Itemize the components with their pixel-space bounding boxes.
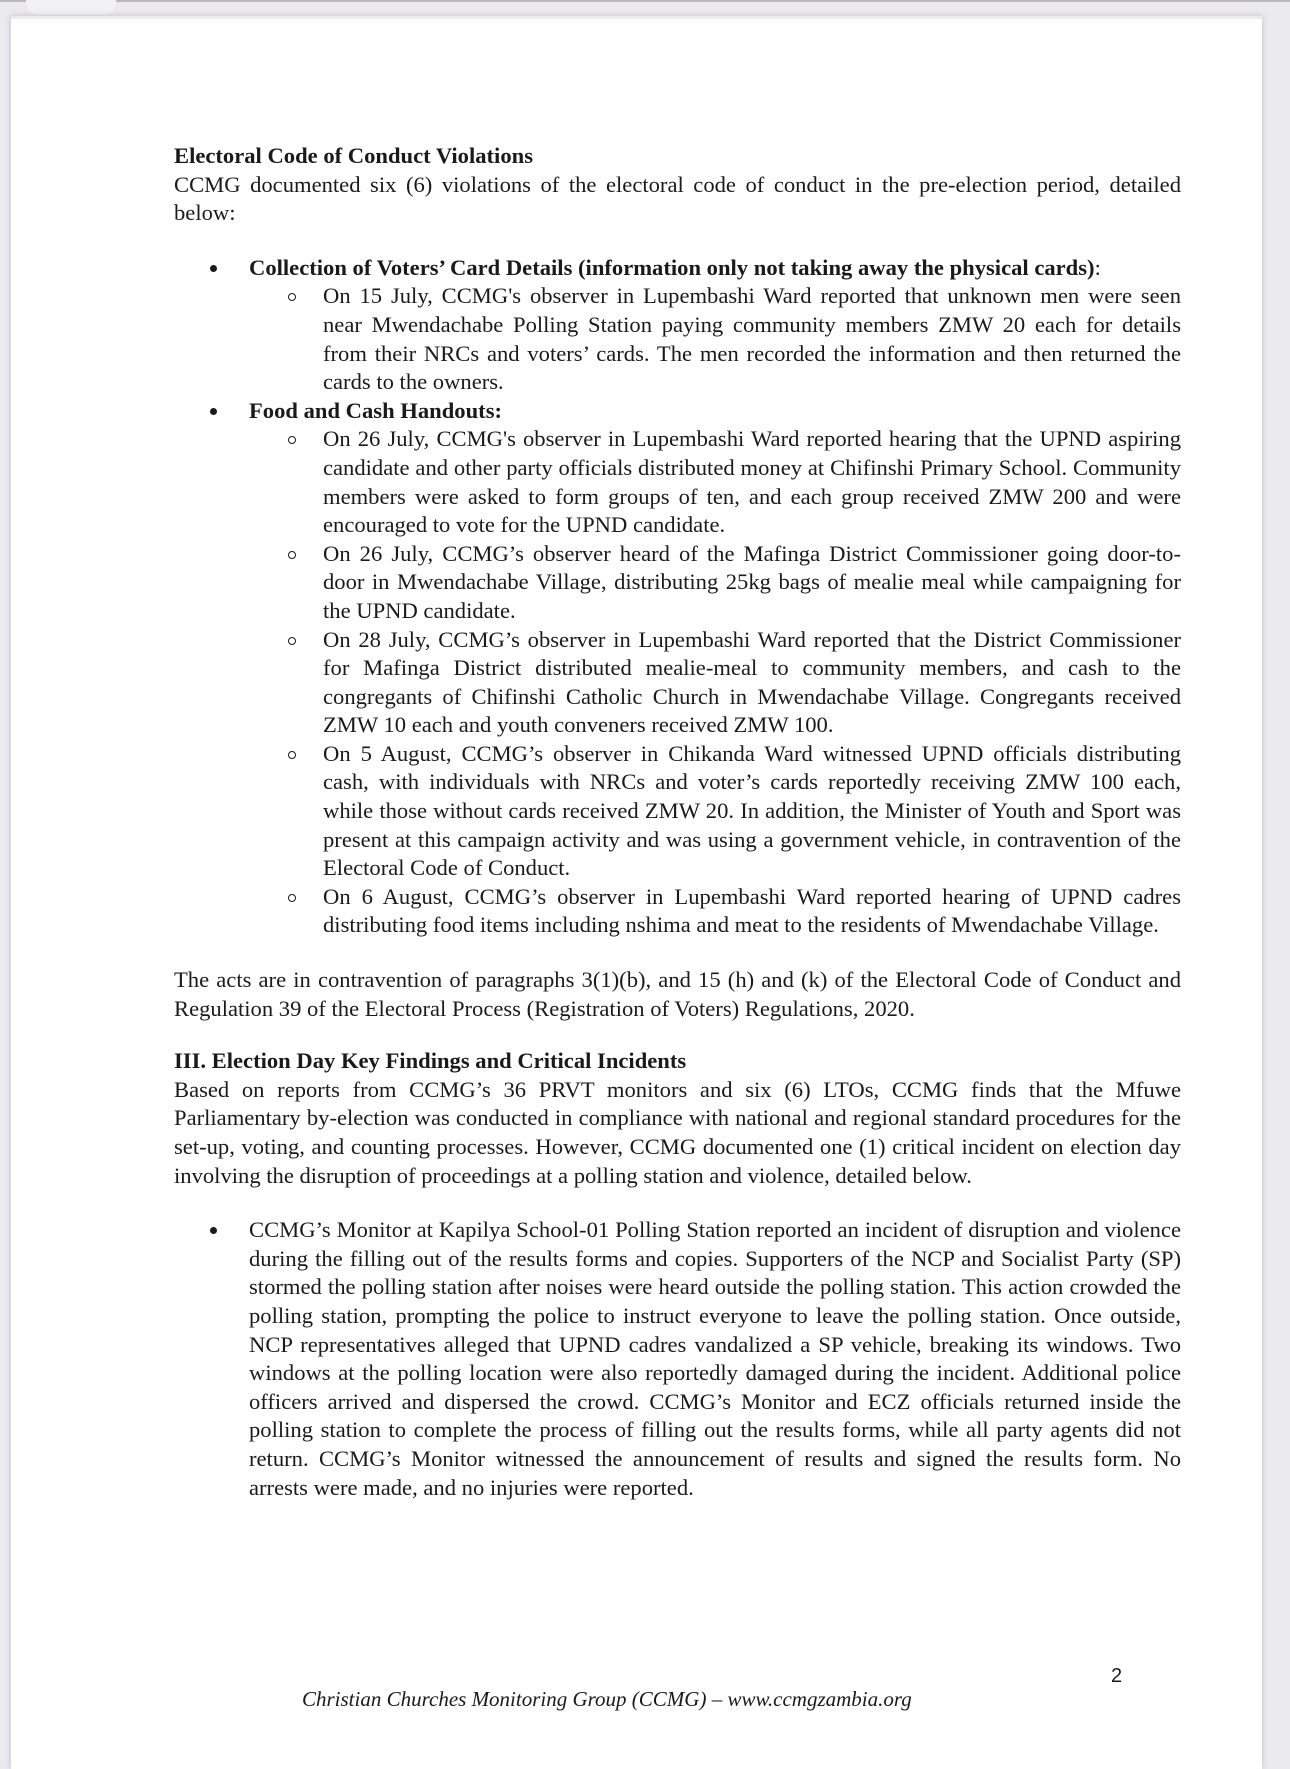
document-page [11, 16, 1262, 1769]
page-content [174, 142, 1181, 1502]
incident-item [323, 282, 1181, 396]
election-day-intro-paragraph: Based on reports from CCMG’s 36 PRVT monitors and six (6) LTOs, CCMG finds that the Mfuwe Parliamentary by-election was conducted in compliance with national and regional standard procedures for the set-up, voting, and counting processes. However, CCMG documented one (1) critical incident on election day involving the disruption of proceedings at a polling station and violence, detailed below. [174, 1076, 1181, 1188]
incident-text: On 26 July, CCMG’s observer heard of the Mafinga District Commissioner going door-to-door in Mwendachabe Village, distributing 25kg bags of mealie meal while campaigning for the UPND candidate. [323, 540, 1181, 623]
violation-category [249, 397, 1181, 940]
bullet-icon [210, 408, 217, 415]
violation-category-list [174, 254, 1181, 940]
bullet-icon [210, 265, 217, 272]
contravention-paragraph: The acts are in contravention of paragraphs 3(1)(b), and 15 (h) and (k) of the Electoral Code of Conduct and Regulation 39 of the Electoral Process (Registration of Voters) Regulations, 2020. [174, 967, 1181, 1021]
incident-list [249, 282, 1181, 396]
page-number: 2 [1111, 1665, 1123, 1687]
critical-incident-item [249, 1216, 1181, 1502]
category-label-suffix: : [1094, 254, 1101, 280]
incident-text: On 26 July, CCMG's observer in Lupembashi Ward reported hearing that the UPND aspiring candidate and other party officials distributed money at Chifinshi Primary School. Community members were asked to form groups of ten, and each group received ZMW 200 and were encouraged to vote for the UPND candidate. [323, 426, 1181, 538]
hollow-bullet-icon [288, 436, 296, 444]
critical-incident-list [174, 1216, 1181, 1502]
viewer-tab[interactable] [26, 0, 116, 15]
hollow-bullet-icon [288, 751, 296, 759]
section-heading-election-day: III. Election Day Key Findings and Critical Incidents [174, 1048, 687, 1074]
page-footer: Christian Churches Monitoring Group (CCMG) – www.ccmgzambia.org [302, 1687, 912, 1711]
incident-list [249, 425, 1181, 940]
hollow-bullet-icon [288, 894, 296, 902]
hollow-bullet-icon [288, 293, 296, 301]
incident-item [323, 540, 1181, 626]
incident-text: On 6 August, CCMG’s observer in Lupembashi Ward reported hearing of UPND cadres distributing food items including nshima and meat to the residents of Mwendachabe Village. [323, 883, 1181, 938]
category-label: Food and Cash Handouts: [249, 397, 503, 423]
hollow-bullet-icon [288, 551, 296, 559]
hollow-bullet-icon [288, 637, 296, 645]
critical-incident-text: CCMG’s Monitor at Kapilya School-01 Polling Station reported an incident of disruption and violence during the filling out of the results forms and copies. Supporters of the NCP and Socialist Party (SP) stormed the polling station after noises were heard outside the polling station. This action crowded the polling station, prompting the police to instruct everyone to leave the polling station. Once outside, NCP representatives alleged that UPND cadres vandalized a SP vehicle, breaking its windows. Two windows at the polling location were also reportedly damaged during the incident. Additional police officers arrived and dispersed the crowd. CCMG’s Monitor and ECZ officials returned inside the polling station to complete the process of filling out the results forms, while all party agents did not return. CCMG’s Monitor witnessed the announcement of results and signed the results form. No arrests were made, and no injuries were reported. [249, 1217, 1181, 1500]
incident-text: On 28 July, CCMG’s observer in Lupembashi Ward reported that the District Commissioner for Mafinga District distributed mealie-meal to community members, and cash to the congregants of Chifinshi Catholic Church in Mwendachabe Village. Congregants received ZMW 10 each and youth conveners received ZMW 100. [323, 626, 1181, 738]
section-intro-paragraph: CCMG documented six (6) violations of the electoral code of conduct in the pre-election period, detailed below: [174, 171, 1181, 226]
incident-item [323, 740, 1181, 883]
bullet-icon [210, 1227, 217, 1234]
incident-item [323, 626, 1181, 740]
violation-category [249, 254, 1181, 397]
incident-text: On 5 August, CCMG’s observer in Chikanda Ward witnessed UPND officials distributing cash, with individuals with NRCs and voter’s cards reportedly receiving ZMW 100 each, while those without cards received ZMW 20. In addition, the Minister of Youth and Sport was present at this campaign activity and was using a government vehicle, in contravention of the Electoral Code of Conduct. [323, 740, 1181, 881]
section-heading-code-violations: Electoral Code of Conduct Violations [174, 143, 533, 168]
category-label: Collection of Voters’ Card Details (information only not taking away the physical cards) [249, 254, 1095, 280]
incident-text: On 15 July, CCMG's observer in Lupembashi Ward reported that unknown men were seen near Mwendachabe Polling Station paying community members ZMW 20 each for details from their NRCs and voters’ cards. The men recorded the information and then returned the cards to the owners. [323, 283, 1181, 395]
incident-item [323, 883, 1181, 940]
incident-item [323, 425, 1181, 539]
viewer-top-border [0, 0, 1290, 2]
